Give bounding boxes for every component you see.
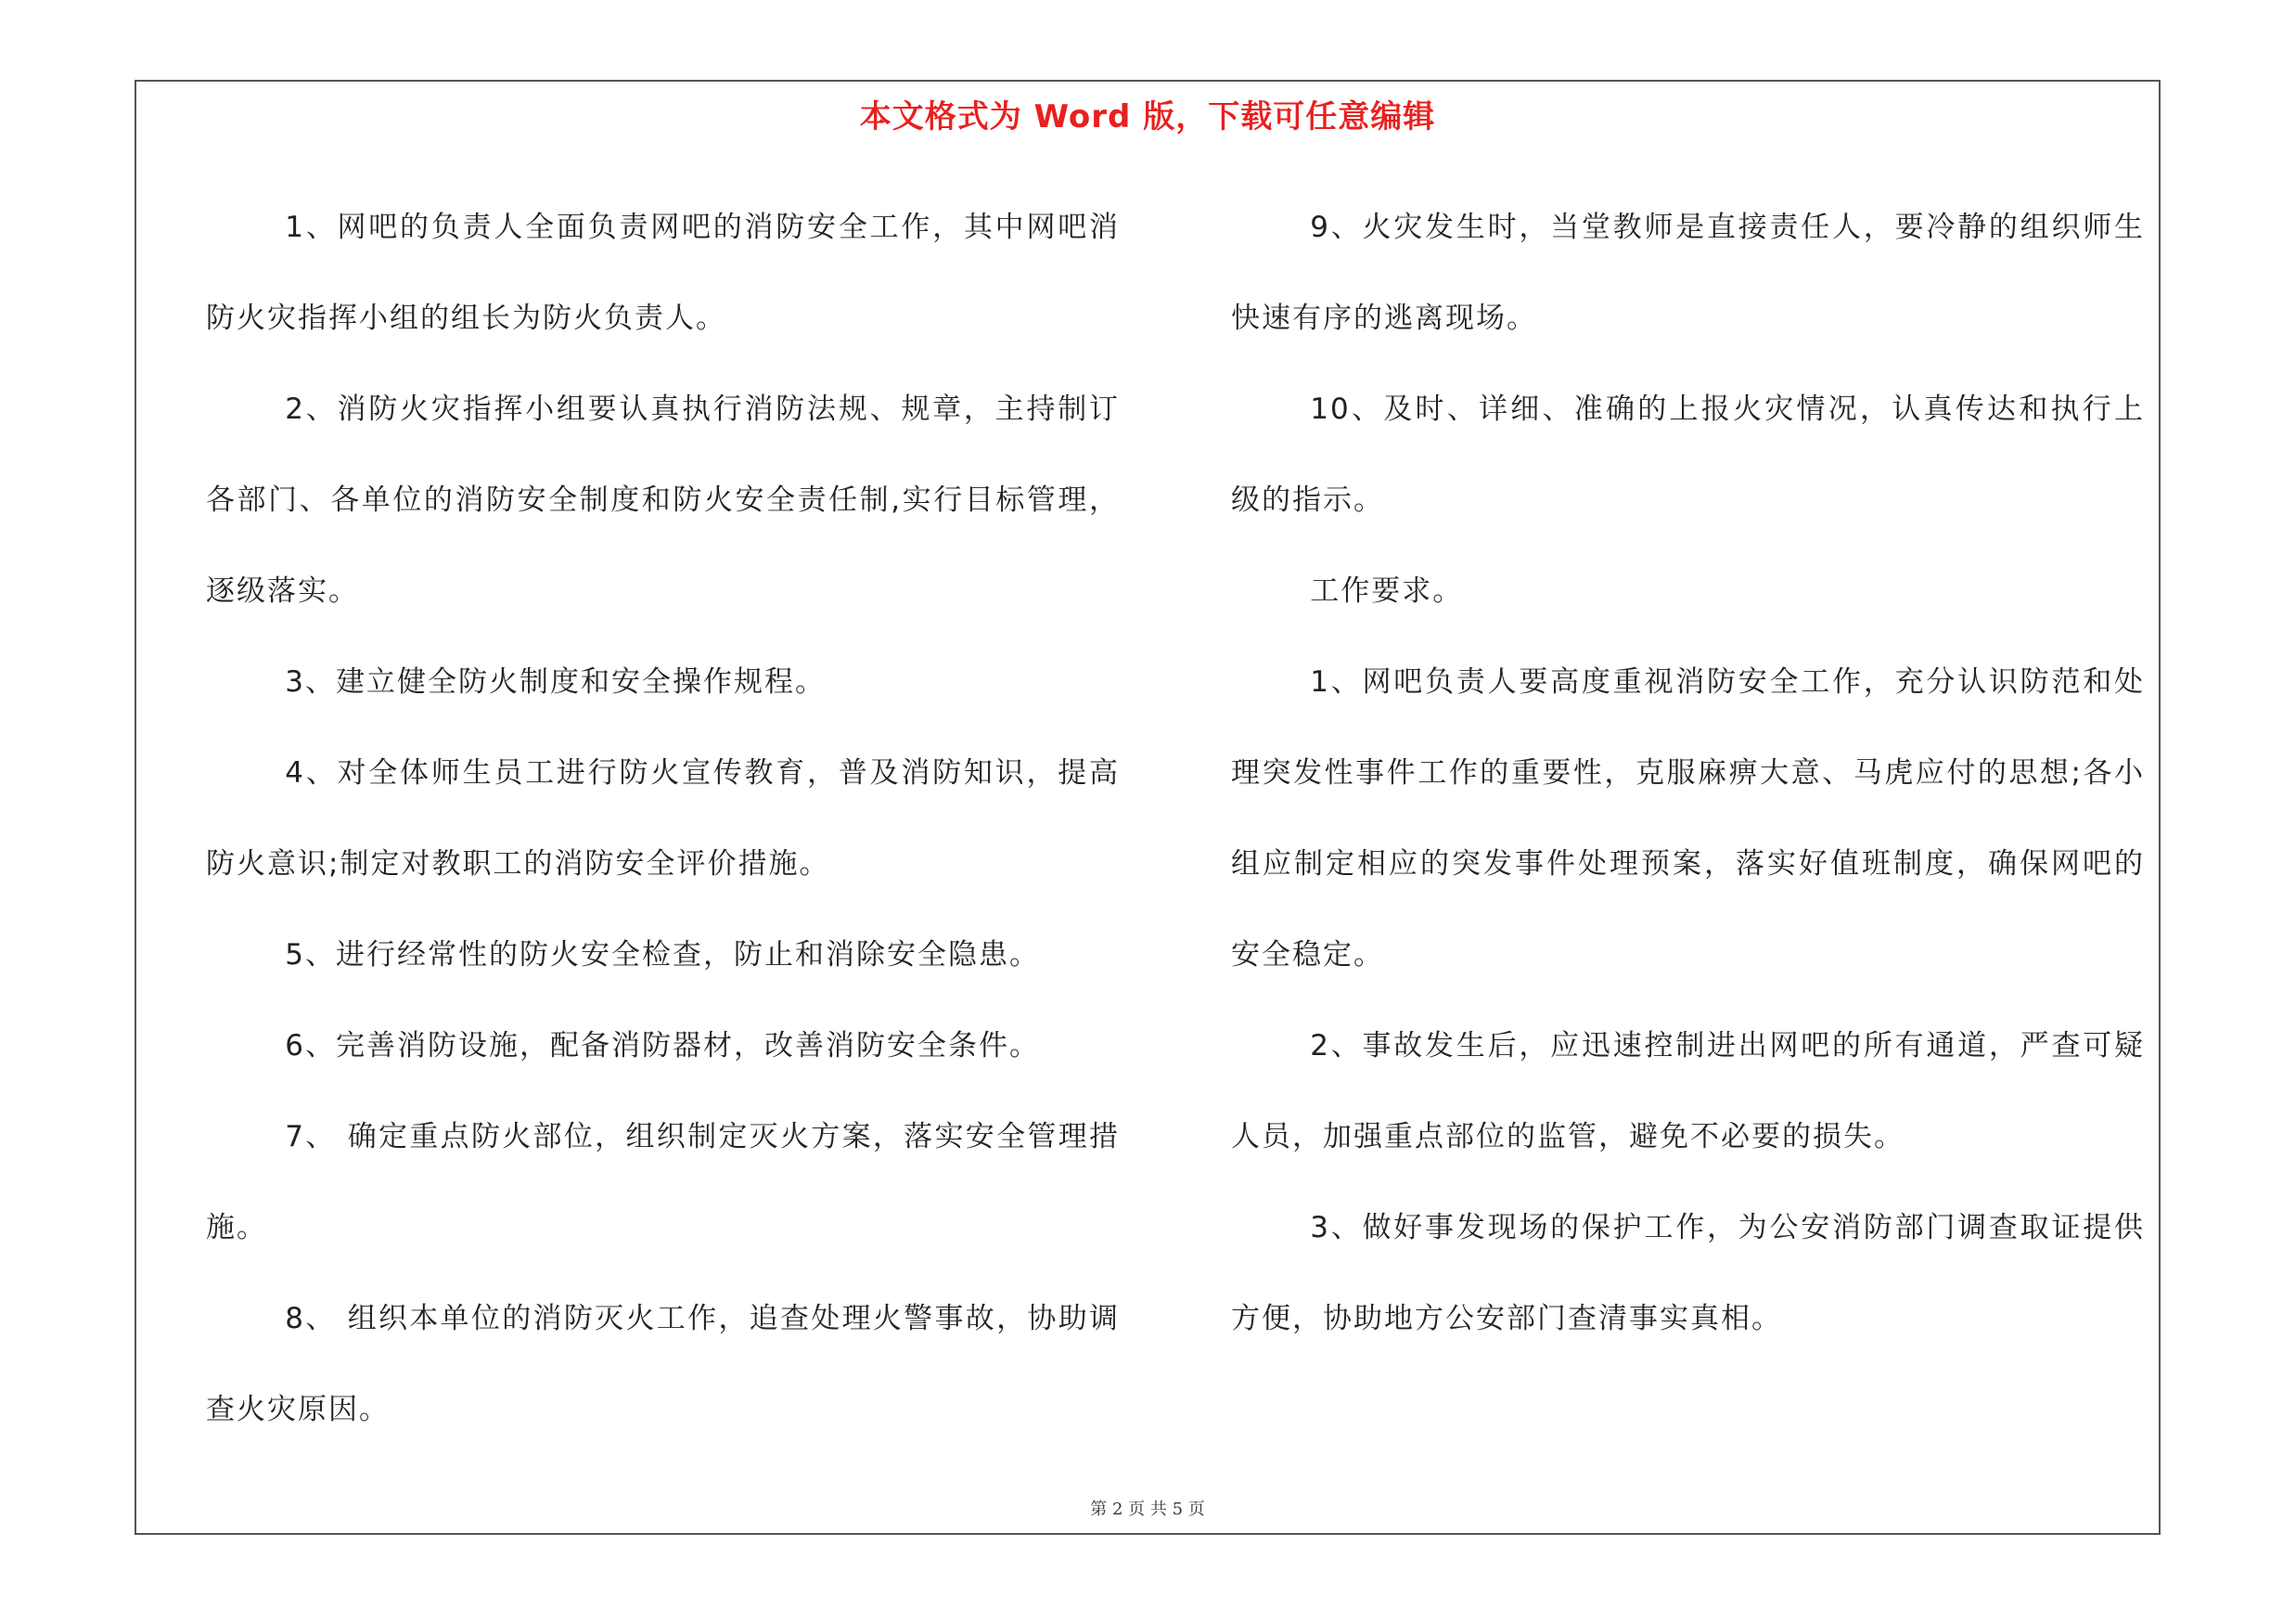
page-number: 第 2 页 共 5 页 [1090, 1500, 1205, 1519]
paragraph-8: 8、 组织本单位的消防灭火工作，追查处理火警事故，协助调查火灾原因。 [206, 1302, 1120, 1426]
requirement-3: 3、做好事发现场的保护工作，为公安消防部门调查取证提供方便，协助地方公安部门查清事实真相。 [1231, 1211, 2145, 1335]
paragraph-3: 3、建立健全防火制度和安全操作规程。 [285, 665, 826, 699]
page-frame [135, 80, 2161, 1535]
header-banner: 本文格式为 Word 版，下载可任意编辑 [859, 98, 1436, 135]
paragraph-5: 5、进行经常性的防火安全检查，防止和消除安全隐患。 [285, 938, 1040, 972]
paragraph-9: 9、火灾发生时，当堂教师是直接责任人，要冷静的组织师生快速有序的逃离现场。 [1231, 211, 2145, 335]
left-column [206, 182, 1120, 1455]
paragraph-4: 4、对全体师生员工进行防火宣传教育，普及消防知识，提高防火意识;制定对教职工的消防安全评价措施。 [206, 756, 1120, 881]
section-heading: 工作要求。 [1310, 574, 1464, 608]
paragraph-6: 6、完善消防设施，配备消防器材，改善消防安全条件。 [285, 1029, 1040, 1063]
requirement-1: 1、网吧负责人要高度重视消防安全工作，充分认识防范和处理突发性事件工作的重要性，克服麻痹大意、马虎应付的思想;各小组应制定相应的突发事件处理预案，落实好值班制度，确保网吧的安全稳定。 [1231, 665, 2145, 972]
paragraph-10: 10、及时、详细、准确的上报火灾情况，认真传达和执行上级的指示。 [1231, 393, 2145, 517]
right-column [1231, 182, 2145, 1364]
paragraph-7: 7、 确定重点防火部位，组织制定灭火方案，落实安全管理措施。 [206, 1120, 1120, 1244]
requirement-2: 2、事故发生后，应迅速控制进出网吧的所有通道，严查可疑人员，加强重点部位的监管，避免不必要的损失。 [1231, 1029, 2145, 1153]
paragraph-1: 1、网吧的负责人全面负责网吧的消防安全工作，其中网吧消防火灾指挥小组的组长为防火负责人。 [206, 211, 1120, 335]
paragraph-2: 2、消防火灾指挥小组要认真执行消防法规、规章，主持制订各部门、各单位的消防安全制度和防火安全责任制,实行目标管理，逐级落实。 [206, 393, 1120, 608]
